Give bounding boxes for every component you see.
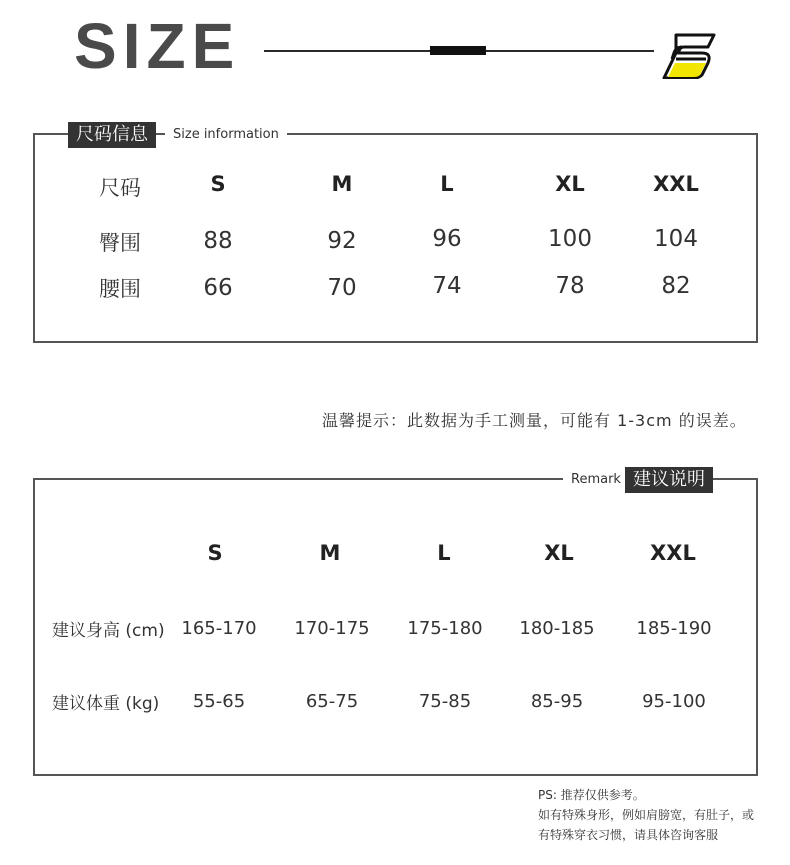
remark-size-header: XXL [650, 541, 696, 565]
ps-line-3: 有特殊穿衣习惯，请具体咨询客服 [538, 828, 719, 842]
waist-value: 70 [327, 275, 357, 301]
height-value: 180-185 [519, 618, 595, 639]
waist-value: 82 [661, 273, 691, 299]
hip-value: 96 [432, 226, 462, 252]
size-header: M [331, 172, 353, 196]
weight-value: 65-75 [305, 691, 359, 712]
ps-line-1: PS: 推荐仅供参考。 [538, 788, 645, 802]
row-label-hip: 臀围 [99, 231, 141, 255]
hip-value: 100 [548, 226, 592, 252]
weight-value: 95-100 [642, 691, 706, 712]
weight-value: 55-65 [192, 691, 246, 712]
hip-value: 88 [203, 228, 233, 254]
waist-value: 66 [203, 275, 233, 301]
remark-size-header: S [207, 541, 223, 565]
waist-value: 78 [555, 273, 585, 299]
height-value: 165-170 [181, 618, 257, 639]
size-row-header: 尺码 [99, 176, 141, 200]
remark-size-header: M [319, 541, 341, 565]
size-header: XXL [653, 172, 699, 196]
height-value: 185-190 [636, 618, 712, 639]
height-value: 170-175 [294, 618, 370, 639]
row-label-height: 建议身高 (cm) [52, 621, 165, 641]
waist-value: 74 [432, 273, 462, 299]
weight-value: 85-95 [530, 691, 584, 712]
page-title: SIZE [74, 10, 241, 82]
row-label-waist: 腰围 [99, 277, 141, 301]
remark-subtitle: Remark [563, 467, 629, 493]
size-info-subtitle: Size information [165, 122, 287, 148]
remark-size-header: XL [544, 541, 574, 565]
row-label-weight: 建议体重 (kg) [52, 694, 160, 714]
hip-value: 92 [327, 228, 357, 254]
weight-value: 75-85 [418, 691, 472, 712]
brand-logo-icon [662, 33, 716, 79]
measurement-note: 温馨提示：此数据为手工测量，可能有 1-3cm 的误差。 [322, 411, 747, 430]
size-header: L [440, 172, 454, 196]
remark-size-header: L [437, 541, 451, 565]
size-header: S [210, 172, 226, 196]
size-header: XL [555, 172, 585, 196]
ps-line-2: 如有特殊身形，例如肩膀宽，有肚子，或 [538, 808, 755, 822]
divider-accent [430, 46, 486, 55]
remark-tag: 建议说明 [625, 467, 713, 493]
height-value: 175-180 [407, 618, 483, 639]
size-info-tag: 尺码信息 [68, 122, 156, 148]
hip-value: 104 [654, 226, 698, 252]
